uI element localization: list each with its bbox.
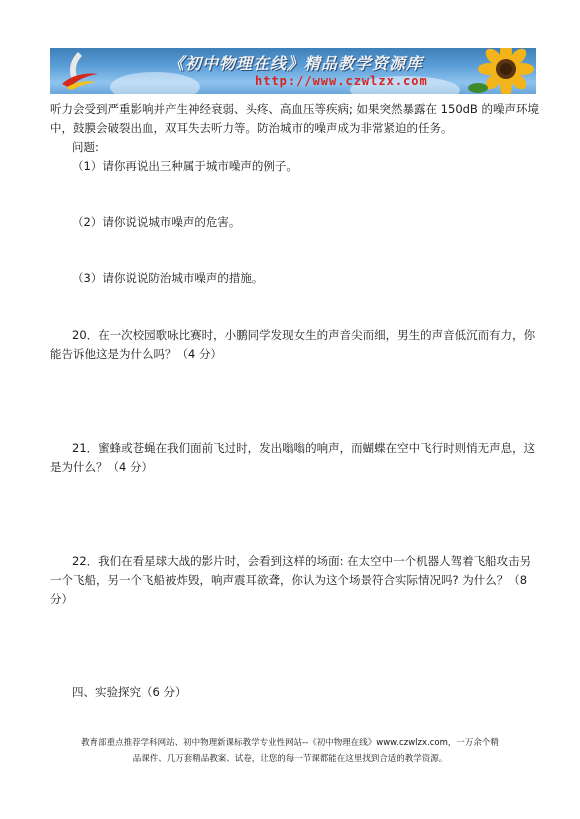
question-1: （1）请你再说出三种属于城市噪声的例子。 [72,159,298,173]
footer-line: 品课件、几万套精品教案、试卷，让您的每一节课都能在这里找到合适的教学资源。 [132,754,448,764]
question-21-continued: 是为什么？（4 分） [50,460,153,474]
cloud-decoration [110,72,200,94]
site-logo-icon [56,50,102,92]
question-20: 20．在一次校园歌咏比赛时，小鹏同学发现女生的声音尖而细，男生的声音低沉而有力，你 [72,328,536,342]
question-20-continued: 能告诉他这是为什么吗？（4 分） [50,347,222,361]
intro-paragraph-line: 听力会受到严重影响并产生神经衰弱、头疼、高血压等疾病; 如果突然暴露在 150dB 的噪声环境 [50,102,539,116]
banner-url: http://www.czwlzx.com [255,74,428,88]
header-banner [50,48,536,94]
question-22-continued: 分） [50,592,73,606]
question-21: 21．蜜蜂或苍蝇在我们面前飞过时，发出嗡嗡的响声，而蝴蝶在空中飞行时则悄无声息，这 [72,441,536,455]
question-22: 22．我们在看星球大战的影片时，会看到这样的场面: 在太空中一个机器人驾着飞船攻击另 [72,554,532,568]
footer-line: 教育部重点推荐学科网站、初中物理新课标教学专业性网站--《初中物理在线》www.czwlzx.com，一万余个精 [81,738,499,748]
intro-paragraph-line: 中，鼓膜会破裂出血，双耳失去听力等。防治城市的噪声成为非常紧迫的任务。 [50,121,453,135]
section-heading: 四、实验探究（6 分） [72,685,187,699]
question-22-continued: 一个飞船，另一个飞船被炸毁，响声震耳欲聋，你认为这个场景符合实际情况吗? 为什么？（8 [50,573,528,587]
question-2: （2）请你说说城市噪声的危害。 [72,215,241,229]
question-header: 问题: [72,140,99,154]
question-3: （3）请你说说防治城市噪声的措施。 [72,271,264,285]
sunflower-icon [466,48,536,94]
banner-title: 《初中物理在线》精品教学资源库 [168,54,424,73]
